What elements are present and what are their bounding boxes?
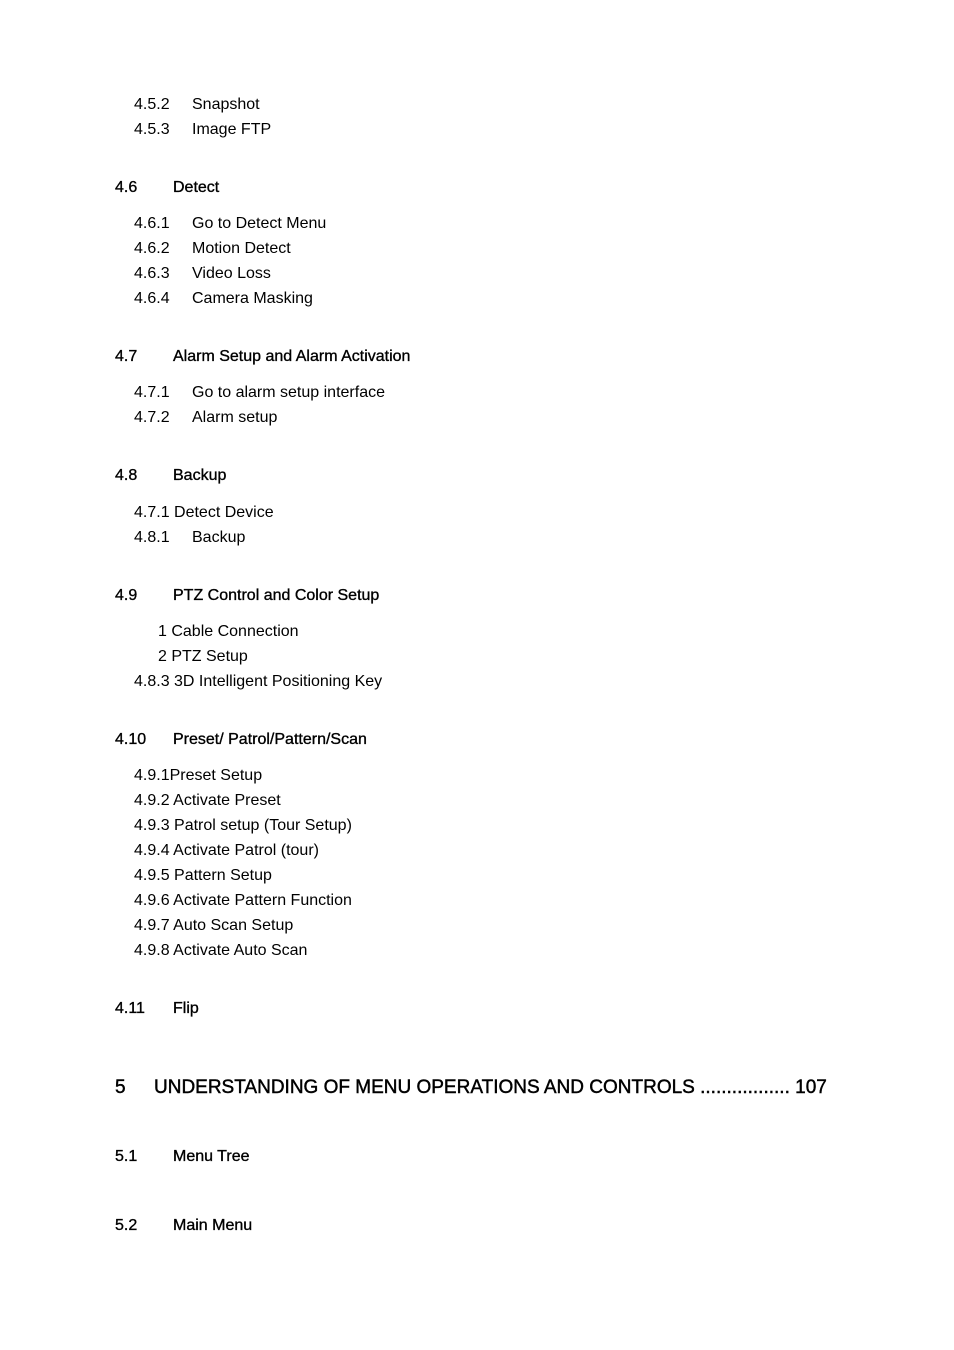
toc-text: 4.8.3 3D Intelligent Positioning Key xyxy=(134,673,383,690)
toc-number: 4.6.4 xyxy=(134,290,170,307)
toc-entry-4-6-1 xyxy=(134,216,326,232)
toc-entry-4-7-1 xyxy=(134,385,385,401)
toc-text: 4.9.8 Activate Auto Scan xyxy=(134,942,308,959)
toc-number: 4.5.2 xyxy=(134,96,170,113)
toc-entry-4-9-2 xyxy=(134,793,281,809)
toc-number: 4.6.3 xyxy=(134,265,170,282)
toc-number: 4.7 xyxy=(115,348,138,365)
toc-text: 4.9.2 Activate Preset xyxy=(134,792,281,809)
toc-title: Detect xyxy=(173,179,220,196)
toc-text: 4.9.7 Auto Scan Setup xyxy=(134,917,294,934)
toc-entry-4-9-1 xyxy=(134,768,262,784)
toc-section-4-8 xyxy=(115,468,226,484)
toc-number: 4.9 xyxy=(115,587,138,604)
toc-entry-4-6-2 xyxy=(134,241,291,257)
toc-number: 4.7.1 xyxy=(134,384,170,401)
toc-entry-4-9-3 xyxy=(134,818,352,834)
toc-title: Main Menu xyxy=(173,1217,253,1234)
toc-number: 4.7.2 xyxy=(134,409,170,426)
toc-number: 4.8 xyxy=(115,467,138,484)
toc-number: 4.6 xyxy=(115,179,138,196)
toc-title: Go to alarm setup interface xyxy=(192,384,385,401)
toc-entry-4-5-2 xyxy=(134,97,260,113)
toc-text: 2 PTZ Setup xyxy=(158,648,248,665)
toc-entry-4-9-6 xyxy=(134,893,352,909)
toc-title: Go to Detect Menu xyxy=(192,215,327,232)
toc-number: 4.11 xyxy=(115,1000,145,1017)
toc-number: 4.5.3 xyxy=(134,121,170,138)
toc-title: Backup xyxy=(192,529,246,546)
toc-title: Backup xyxy=(173,467,227,484)
toc-entry-4-9-7 xyxy=(134,918,293,934)
toc-text: 4.7.1 Detect Device xyxy=(134,504,274,521)
toc-title: PTZ Control and Color Setup xyxy=(173,587,380,604)
toc-chapter-5 xyxy=(115,1078,827,1097)
toc-title: Menu Tree xyxy=(173,1148,250,1165)
toc-entry-ptz-setup xyxy=(158,649,248,665)
toc-text: 4.9.1Preset Setup xyxy=(134,767,263,784)
toc-number: 4.10 xyxy=(115,731,147,748)
toc-title: Alarm setup xyxy=(192,409,278,426)
toc-text: 4.9.5 Pattern Setup xyxy=(134,867,272,884)
toc-number: 5.1 xyxy=(115,1148,138,1165)
toc-title: Video Loss xyxy=(192,265,271,282)
toc-text: 4.9.6 Activate Pattern Function xyxy=(134,892,352,909)
toc-section-4-6 xyxy=(115,180,219,196)
toc-title: Flip xyxy=(173,1000,199,1017)
toc-entry-4-7-2 xyxy=(134,410,277,426)
toc-title: Motion Detect xyxy=(192,240,291,257)
toc-text: 1 Cable Connection xyxy=(158,623,299,640)
toc-section-4-10 xyxy=(115,732,367,748)
toc-section-4-7 xyxy=(115,349,410,365)
toc-title: Snapshot xyxy=(192,96,260,113)
toc-number: 4.6.1 xyxy=(134,215,170,232)
toc-entry-3d-positioning xyxy=(134,674,382,690)
toc-title: UNDERSTANDING OF MENU OPERATIONS AND CONTROLS ................. 107 xyxy=(154,1077,827,1098)
toc-number: 5.2 xyxy=(115,1217,138,1234)
toc-title: Alarm Setup and Alarm Activation xyxy=(173,348,411,365)
toc-text: 4.9.4 Activate Patrol (tour) xyxy=(134,842,319,859)
toc-entry-4-8-1 xyxy=(134,530,245,546)
toc-number: 4.6.2 xyxy=(134,240,170,257)
toc-text: 4.9.3 Patrol setup (Tour Setup) xyxy=(134,817,352,834)
toc-number: 5 xyxy=(115,1077,126,1098)
toc-entry-4-9-8 xyxy=(134,943,307,959)
toc-entry-4-5-3 xyxy=(134,122,271,138)
toc-entry-4-9-5 xyxy=(134,868,272,884)
toc-section-4-11 xyxy=(115,1001,199,1017)
toc-title: Image FTP xyxy=(192,121,272,138)
toc-number: 4.8.1 xyxy=(134,529,170,546)
toc-entry-detect-device xyxy=(134,505,274,521)
toc-section-5-1 xyxy=(115,1149,249,1165)
toc-entry-4-9-4 xyxy=(134,843,319,859)
toc-section-5-2 xyxy=(115,1218,252,1234)
toc-entry-4-6-4 xyxy=(134,291,313,307)
toc-section-4-9 xyxy=(115,588,379,604)
toc-entry-4-6-3 xyxy=(134,266,271,282)
toc-title: Preset/ Patrol/Pattern/Scan xyxy=(173,731,367,748)
toc-entry-cable-connection xyxy=(158,624,299,640)
toc-title: Camera Masking xyxy=(192,290,313,307)
